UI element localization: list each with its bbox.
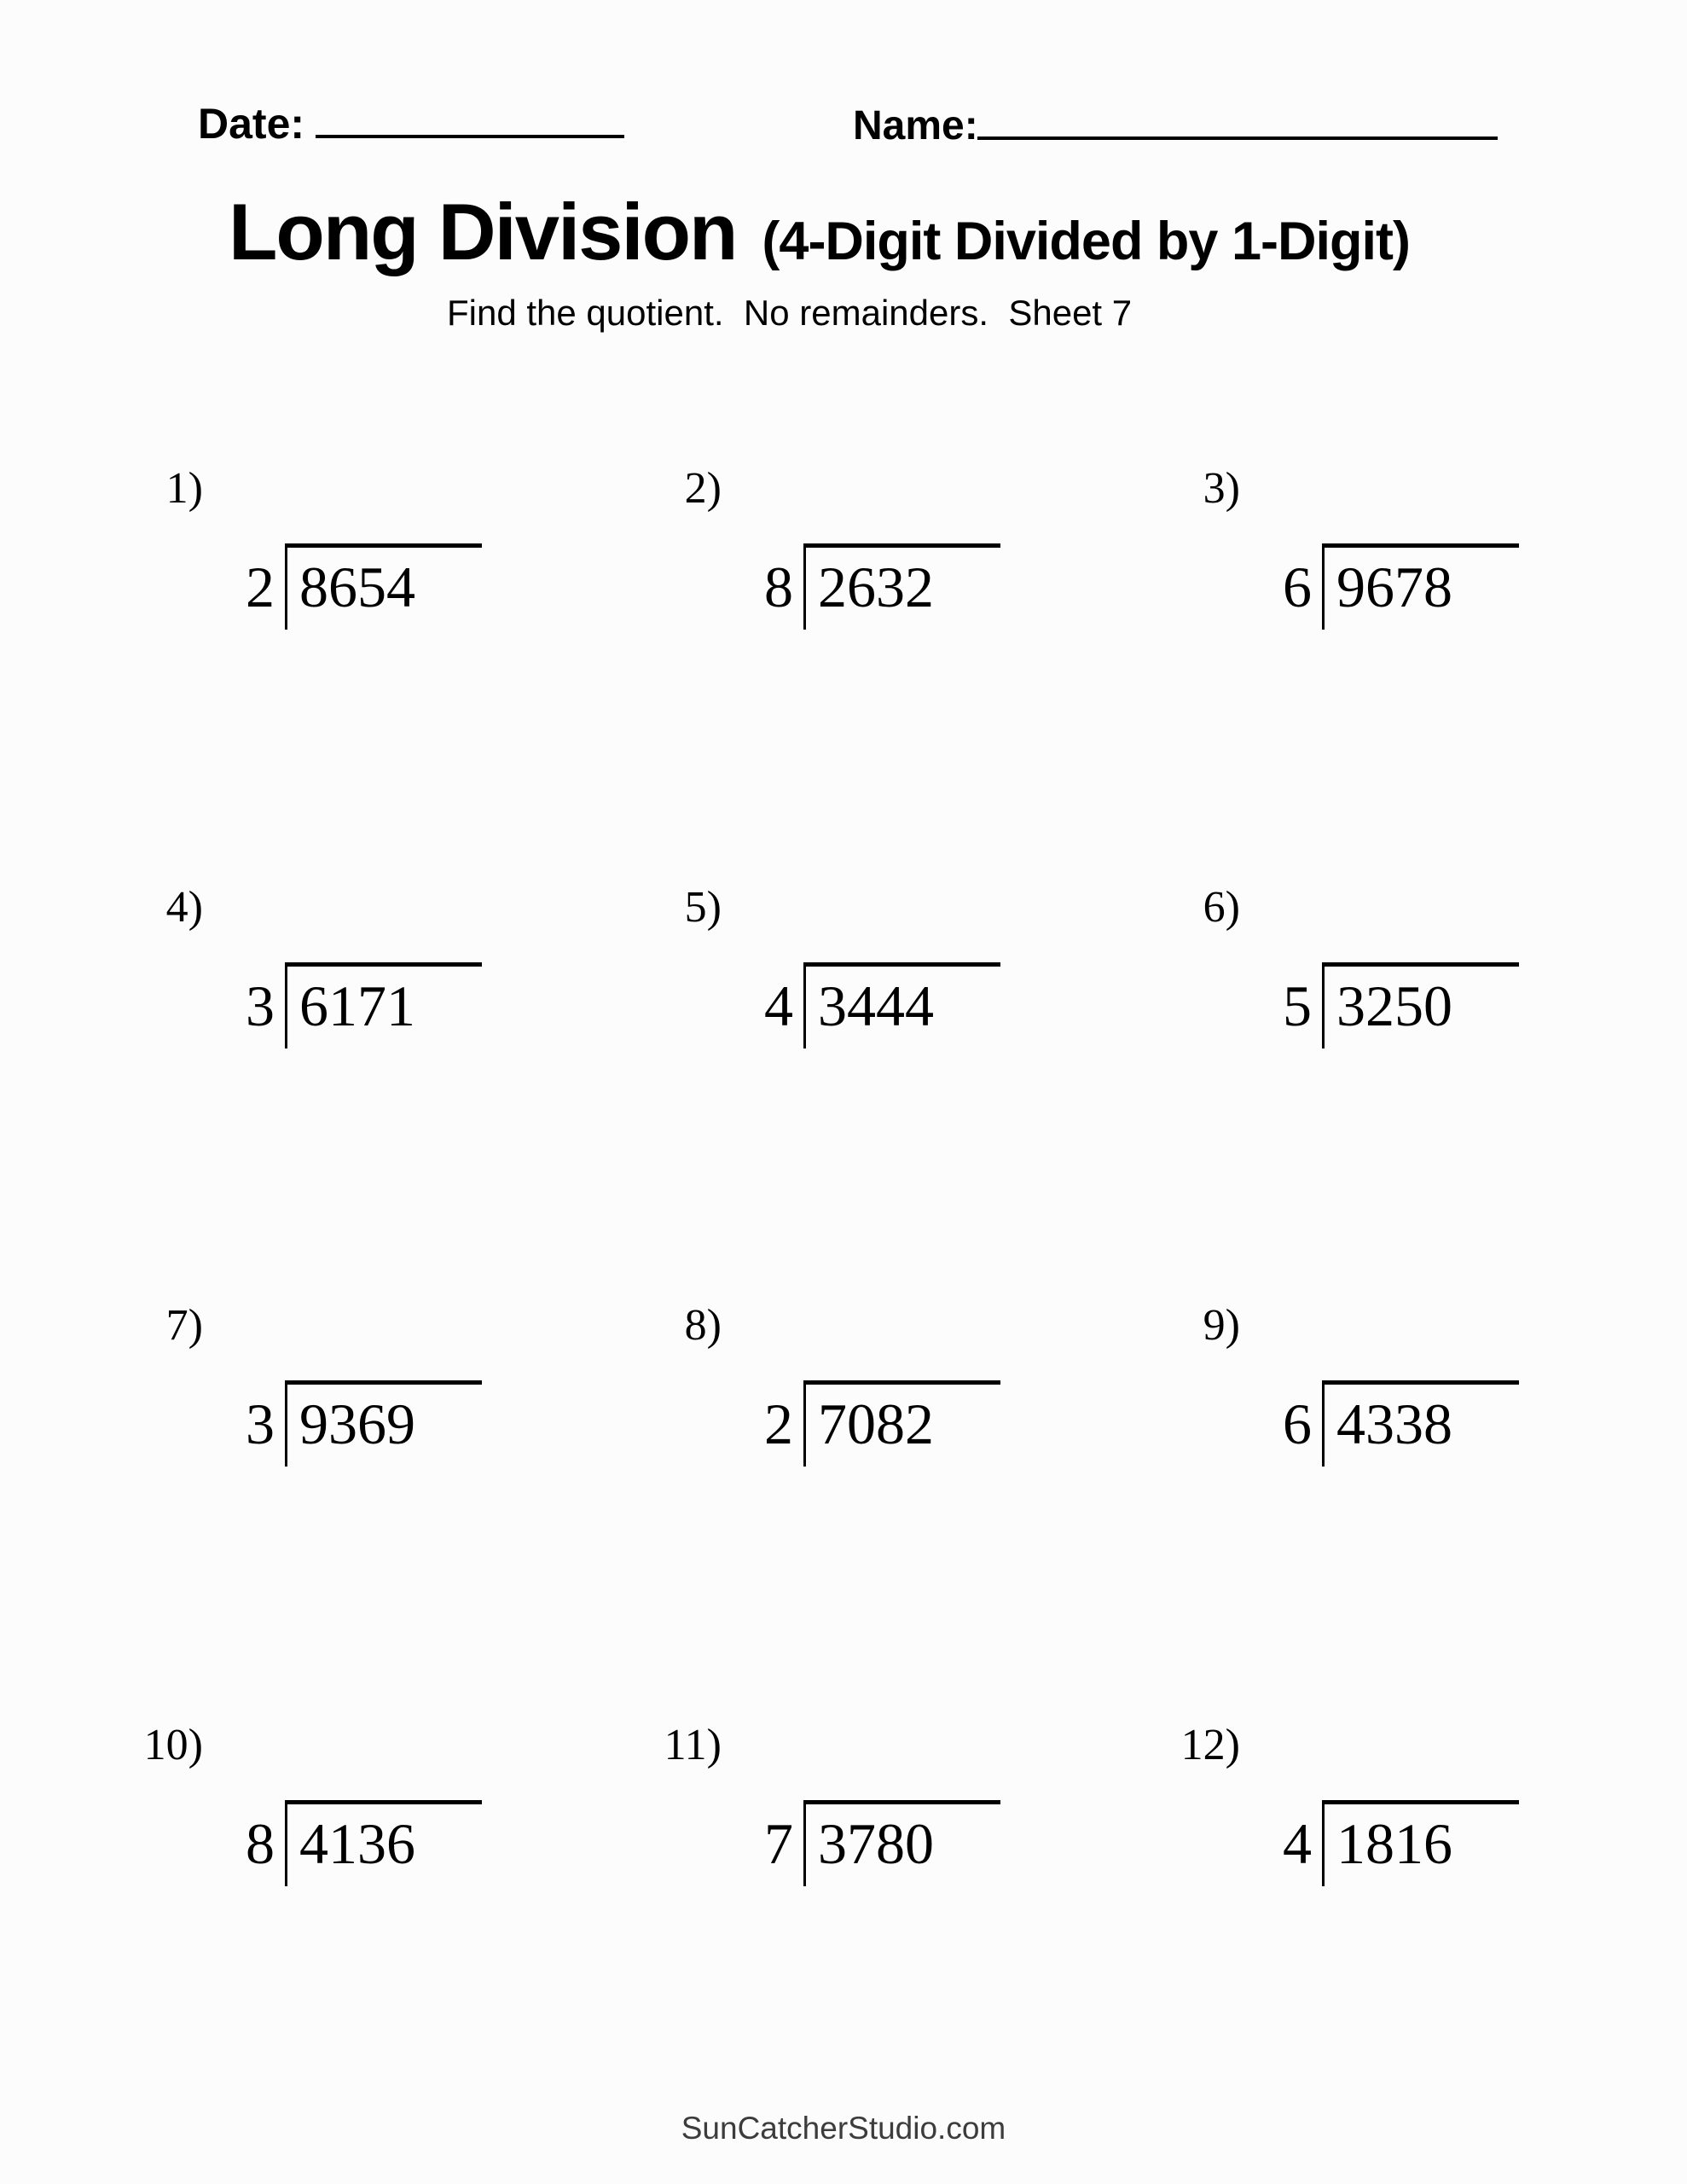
- problem-number: 7): [165, 1301, 203, 1350]
- problem-number: 11): [664, 1721, 722, 1769]
- divisor: 8: [764, 555, 793, 619]
- division-bracket: [1283, 1380, 1615, 1467]
- division-bracket: [246, 543, 578, 630]
- problem-number: 1): [165, 464, 203, 513]
- dividend: 7082: [803, 1380, 1000, 1467]
- dividend: 3444: [803, 962, 1000, 1048]
- problem-number: 8): [684, 1301, 722, 1350]
- dividend: 1816: [1322, 1800, 1519, 1886]
- problem-number: 12): [1180, 1721, 1240, 1769]
- divisor: 4: [1283, 1811, 1312, 1876]
- problem-7: [101, 1302, 578, 1467]
- date-fill-in-line: [316, 135, 624, 138]
- dividend: 4338: [1322, 1380, 1519, 1467]
- problem-number: 10): [143, 1721, 203, 1769]
- division-bracket: [764, 543, 1097, 630]
- division-bracket: [1283, 1800, 1615, 1886]
- problem-8: [619, 1302, 1097, 1467]
- problem-number: 9): [1203, 1301, 1240, 1350]
- title-qualifier: (4-Digit Divided by 1-Digit): [762, 212, 1410, 271]
- problem-9: [1138, 1302, 1615, 1467]
- problem-10: [101, 1722, 578, 1886]
- name-fill-in-line: [977, 136, 1498, 140]
- divisor: 6: [1283, 1391, 1312, 1456]
- division-bracket: [246, 1800, 578, 1886]
- divisor: 6: [1283, 555, 1312, 619]
- problem-11: [619, 1722, 1097, 1886]
- dividend: 2632: [803, 543, 1000, 630]
- problem-5: [619, 884, 1097, 1048]
- division-bracket: [764, 1800, 1097, 1886]
- dividend: 3780: [803, 1800, 1000, 1886]
- name-label: Name:: [853, 103, 978, 148]
- problem-12: [1138, 1722, 1615, 1886]
- page-title: [229, 187, 1410, 276]
- divisor: 2: [246, 555, 275, 619]
- division-bracket: [1283, 962, 1615, 1048]
- problem-1: [101, 465, 578, 630]
- division-bracket: [764, 1380, 1097, 1467]
- problem-number: 3): [1203, 464, 1240, 513]
- problem-6: [1138, 884, 1615, 1048]
- dividend: 3250: [1322, 962, 1519, 1048]
- problem-number: 2): [684, 464, 722, 513]
- division-bracket: [246, 962, 578, 1048]
- subtitle: Find the quotient. No remainders. Sheet 7: [447, 293, 1133, 333]
- divisor: 5: [1283, 973, 1312, 1038]
- division-bracket: [764, 962, 1097, 1048]
- problem-3: [1138, 465, 1615, 630]
- date-label: Date:: [198, 100, 305, 148]
- problem-2: [619, 465, 1097, 630]
- dividend: 4136: [285, 1800, 482, 1886]
- divisor: 3: [246, 973, 275, 1038]
- problem-number: 5): [684, 883, 722, 932]
- divisor: 2: [764, 1391, 793, 1456]
- divisor: 3: [246, 1391, 275, 1456]
- divisor: 7: [764, 1811, 793, 1876]
- divisor: 8: [246, 1811, 275, 1876]
- dividend: 8654: [285, 543, 482, 630]
- title-main: Long Division: [229, 187, 737, 276]
- dividend: 9678: [1322, 543, 1519, 630]
- problem-4: [101, 884, 578, 1048]
- dividend: 6171: [285, 962, 482, 1048]
- divisor: 4: [764, 973, 793, 1038]
- problem-number: 4): [165, 883, 203, 932]
- dividend: 9369: [285, 1380, 482, 1467]
- problem-number: 6): [1203, 883, 1240, 932]
- website-credit: SunCatcherStudio.com: [681, 2111, 1006, 2146]
- division-bracket: [246, 1380, 578, 1467]
- division-bracket: [1283, 543, 1615, 630]
